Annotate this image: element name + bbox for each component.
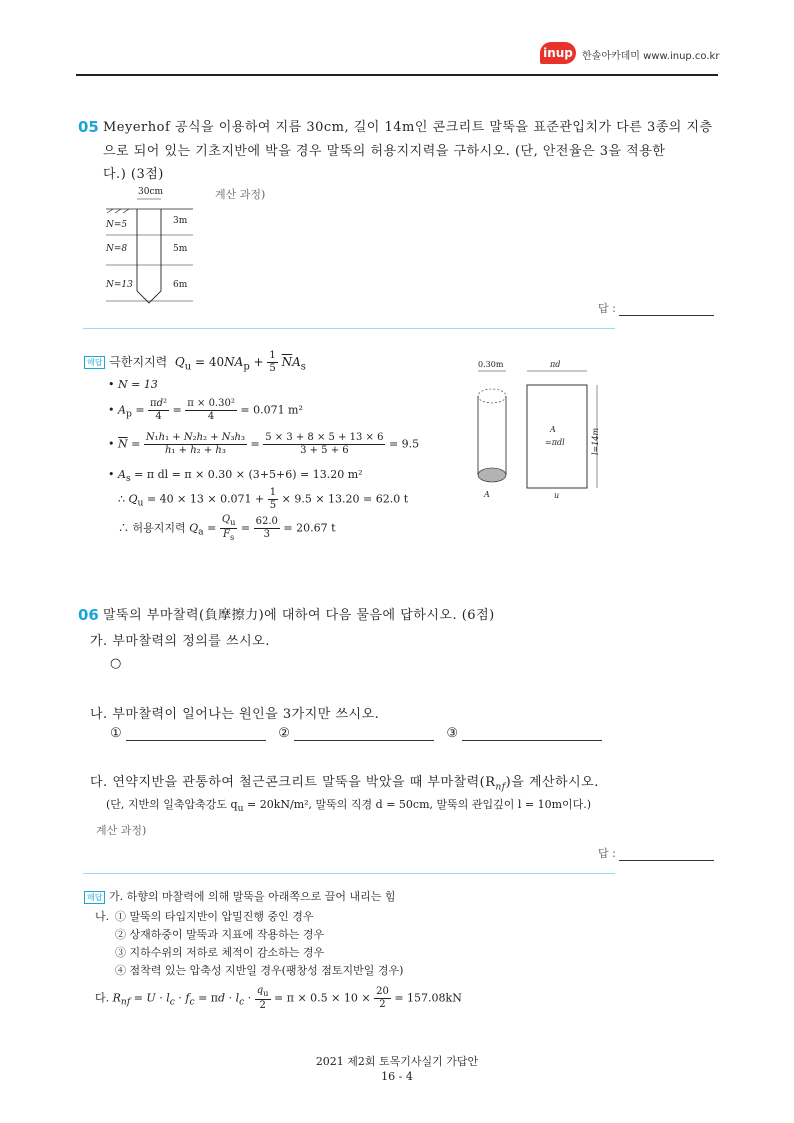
solution-05-n: • N = 13 <box>108 378 158 391</box>
solution-05-as: • $A_s = \pi$ dl = π × 0.30 × (3+5+6) = 13.20 m² <box>108 468 363 485</box>
fig-u: u <box>554 491 560 500</box>
header-logo: inup <box>540 42 576 64</box>
footer-title: 2021 제2회 토목기사실기 가답안 <box>315 1055 479 1068</box>
solution-06-b-item-1: ① 말뚝의 타입지반이 압밀진행 중인 경우 <box>115 910 314 923</box>
fig-diameter: 0.30m <box>478 360 504 369</box>
pile-shape <box>137 209 161 303</box>
solution-06-b-label: 나. <box>95 910 110 923</box>
blank-1[interactable] <box>126 728 266 741</box>
question-06-work-label: 계산 과정) <box>96 824 147 837</box>
question-06-a: 가. 부마찰력의 정의를 쓰시오. <box>90 634 270 649</box>
blank-3[interactable] <box>462 728 602 741</box>
divider-06 <box>83 873 615 874</box>
solution-05-ap: • $A_p$ = $\frac{\text{πd²}}{4}$ = $\frac{\text{π × 0.30²}}{4}$ = 0.071 m² <box>108 398 303 422</box>
header-brand: 한솔아카데미 www.inup.co.kr <box>582 51 720 62</box>
layer-2-n: N=8 <box>106 244 128 254</box>
question-05-line2: 으로 되어 있는 기초지반에 박을 경우 말뚝의 허용지지력을 구하시오. (단, 안전율은 3을 적용한 <box>103 144 666 159</box>
question-06-answer: 답 : <box>598 845 714 861</box>
question-06-c: 다. 연약지반을 관통하여 철근콘크리트 말뚝을 박았을 때 부마찰력$(R_{nf})$을 계산하시오. <box>90 775 599 793</box>
blank-2[interactable] <box>294 728 434 741</box>
question-06-a-bullet: ○ <box>110 656 122 671</box>
divider-05 <box>83 328 615 329</box>
header-rule <box>76 74 718 76</box>
layer-3-n: N=13 <box>106 280 133 290</box>
solution-05-nbar: • $\overline{N}$ = $\frac{\text{N₁h₁ + N₂h₂ + N₃h₃}}{\text{h₁ + h₂ + h₃}}$ = $\frac{5 \times 3 + 8 \times 5 + 13 \times 6}{3 + 5 + 6}$ = 9.5 <box>108 432 420 456</box>
layer-1-n: N=5 <box>106 220 128 230</box>
question-06-c-condition: (단, 지반의 일축압축강도 $q_u = 20kN/m^2$, 말뚝의 직경 d = 50cm, 말뚝의 관입깊이 l = 10m이다.) <box>106 798 592 815</box>
fig-as-formula: =πdl <box>545 438 565 447</box>
answer-blank[interactable] <box>619 305 714 316</box>
solution-05-qa: ∴ 허용지지력 $Q_a$ = $\frac{Q_u}{F_s}$ = $\frac{62.0}{3}$ = 20.67 t <box>118 514 336 542</box>
question-05-work-label: 계산 과정) <box>215 188 266 201</box>
solution-06-b-item-4: ④ 점착력 있는 압축성 지반일 경우(팽창성 점토지반일 경우) <box>115 964 404 977</box>
question-06-b: 나. 부마찰력이 일어나는 원인을 3가지만 쓰시오. <box>90 707 380 722</box>
solution-05-title: 해답 극한지지력 $Q_u = 40NA_p$ + $\frac{1}{5}$ $\overline{N}A_s$ <box>84 350 306 375</box>
pile-base <box>478 468 506 482</box>
question-06-stem: 말뚝의 부마찰력(負摩擦力)에 대하여 다음 물음에 답하시오. (6점) <box>103 608 495 623</box>
fig-ap: A <box>484 490 490 499</box>
question-05-line1: Meyerhof 공식을 이용하여 지름 30cm, 길이 14m인 콘크리트 말뚝을 표준관입치가 다른 3종의 지층 <box>103 120 713 135</box>
unrolled-surface <box>527 385 587 488</box>
fig-length: l=14m <box>591 427 600 455</box>
pile-soil-figure <box>103 185 203 310</box>
layer-2-depth: 5m <box>173 244 188 254</box>
header-url: www.inup.co.kr <box>643 51 720 62</box>
figure-diameter-label: 30cm <box>138 187 164 197</box>
question-05-line3: 다.) (3점) <box>103 167 164 182</box>
question-06-number: 06 <box>78 606 99 624</box>
fig-circumference: πd <box>550 360 561 369</box>
solution-05-qu: ∴ $Q_u = 40 \times 13 \times 0.071$ + $\frac{1}{5}$ × 9.5 × 13.20 = 62.0 t <box>118 487 409 511</box>
solution-badge-06: 해답 <box>84 891 105 904</box>
pile-dimension-figure <box>470 355 620 505</box>
footer-page: 16 - 4 <box>381 1070 413 1083</box>
solution-06-b-item-3: ③ 지하수위의 저하로 체적이 감소하는 경우 <box>115 946 325 959</box>
solution-06-c: 다. $R_{nf} = U \cdot l_c \cdot f_c = \pi d \cdot l_c$ · $\frac{q_u}{2}$ = π × 0.5 × 10 × $\frac{20}{2}$ = 157.08kN <box>95 985 462 1011</box>
answer-blank-06[interactable] <box>619 850 714 861</box>
question-06-b-blanks: ① ② ③ <box>110 726 602 741</box>
layer-1-depth: 3m <box>173 216 188 226</box>
layer-3-depth: 6m <box>173 280 188 290</box>
solution-badge: 해답 <box>84 356 105 369</box>
question-05-number: 05 <box>78 118 99 136</box>
solution-06-b-item-2: ② 상재하중이 말뚝과 지표에 작용하는 경우 <box>115 928 325 941</box>
fig-as: A <box>550 425 556 434</box>
solution-06-a: 해답 가. 하향의 마찰력에 의해 말뚝을 아래쪽으로 끌어 내리는 힘 <box>84 889 395 905</box>
question-05-answer: 답 : <box>598 300 714 316</box>
